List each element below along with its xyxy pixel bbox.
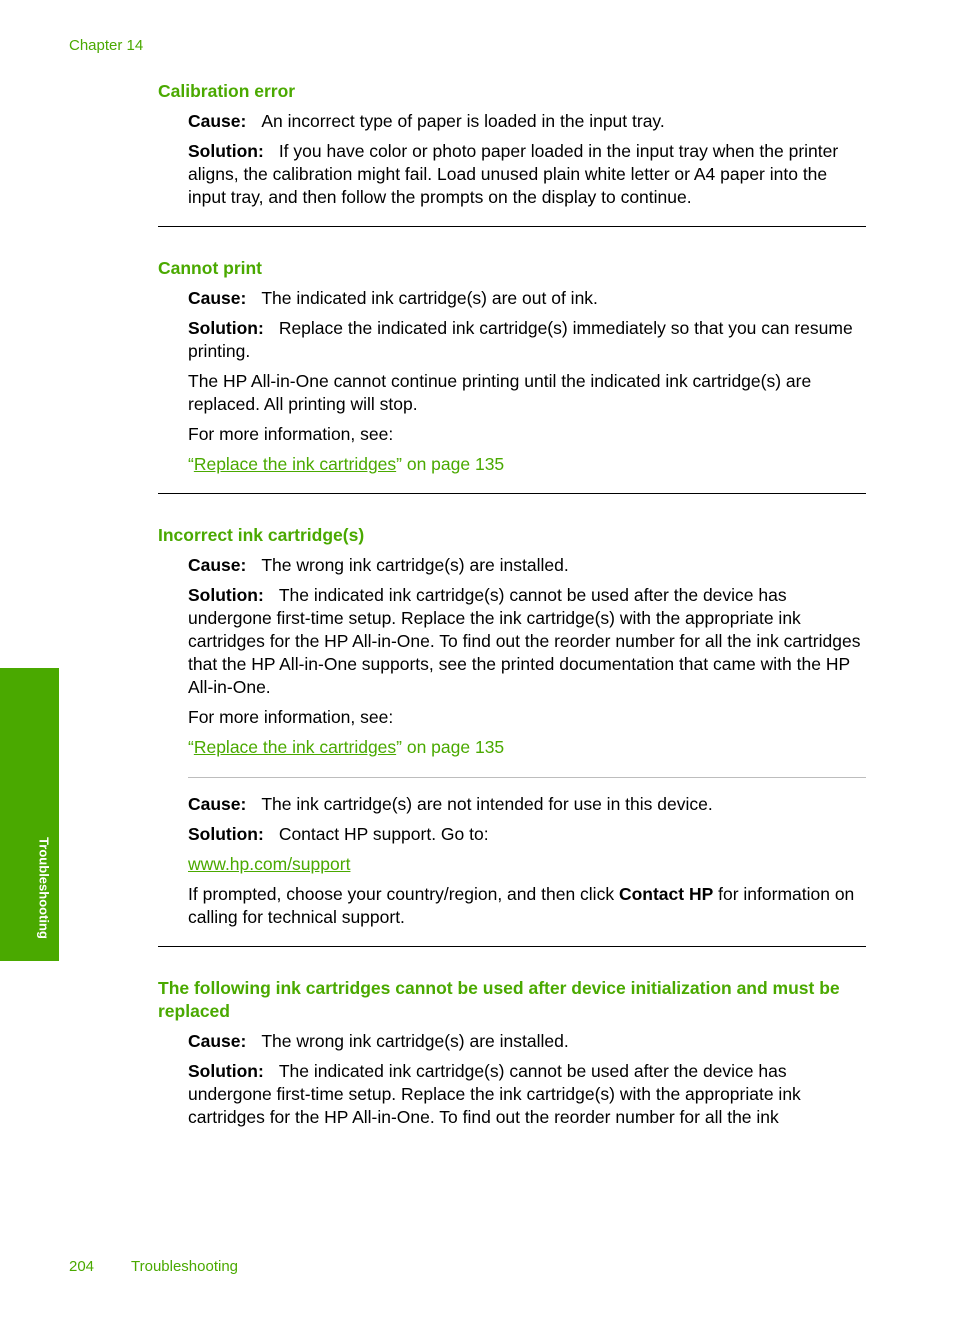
prompt-text-after: for information on calling for technical support. <box>188 884 855 927</box>
cause-text: An incorrect type of paper is loaded in the input tray. <box>261 111 665 131</box>
solution-paragraph <box>188 584 866 699</box>
cause-text: The indicated ink cartridge(s) are out of ink. <box>261 288 598 308</box>
footer-title: Troubleshooting <box>131 1258 239 1275</box>
section-title-calibration-error: Calibration error <box>158 81 296 101</box>
solution-label: Solution: <box>188 1061 264 1081</box>
solution-label: Solution: <box>188 318 264 338</box>
solution-text: Contact HP support. Go to: <box>278 824 489 844</box>
page-content <box>158 80 866 1136</box>
solution-paragraph <box>188 823 866 846</box>
section-divider <box>158 493 866 494</box>
cause-text: The wrong ink cartridge(s) are installed. <box>261 1031 569 1051</box>
solution-label: Solution: <box>188 585 264 605</box>
solution-label: Solution: <box>188 824 264 844</box>
more-info-text: For more information, see: <box>188 424 394 444</box>
cause-label: Cause: <box>188 555 247 575</box>
cause-label: Cause: <box>188 794 247 814</box>
page-reference: ” on page 135 <box>396 737 505 757</box>
contact-hp-emphasis: Contact HP <box>618 884 714 904</box>
cause-label: Cause: <box>188 1031 247 1051</box>
subsection-divider <box>188 777 866 778</box>
chapter-header: Chapter 14 <box>69 37 144 54</box>
link-open-quote: “ <box>188 737 194 757</box>
cross-reference <box>188 453 866 476</box>
cause-paragraph <box>188 793 866 816</box>
support-link-line <box>188 853 866 876</box>
solution-paragraph <box>188 140 866 209</box>
solution-text: If you have color or photo paper loaded in the input tray when the printer aligns, the calibration might fail. Load unused plain white letter or A4 paper into the input tray, and then follow the prompts on the display to continue. <box>188 141 839 207</box>
replace-ink-cartridges-link[interactable]: Replace the ink cartridges <box>193 454 397 474</box>
cause-label: Cause: <box>188 288 247 308</box>
link-open-quote: “ <box>188 454 194 474</box>
body-paragraph: The HP All-in-One cannot continue printing until the indicated ink cartridge(s) are replaced. All printing will stop. <box>188 371 812 414</box>
replace-ink-cartridges-link[interactable]: Replace the ink cartridges <box>193 737 397 757</box>
more-info-text: For more information, see: <box>188 707 394 727</box>
cause-text: The wrong ink cartridge(s) are installed. <box>261 555 569 575</box>
solution-text: Replace the indicated ink cartridge(s) immediately so that you can resume printing. <box>188 318 853 361</box>
cross-reference <box>188 736 866 759</box>
side-tab-label: Troubleshooting <box>36 837 52 939</box>
page-reference: ” on page 135 <box>396 454 505 474</box>
solution-paragraph <box>188 317 866 363</box>
section-divider <box>158 226 866 227</box>
cause-paragraph <box>188 554 866 577</box>
solution-text: The indicated ink cartridge(s) cannot be used after the device has undergone first-time setup. Replace the ink cartridge(s) with the appropriate ink cartridges for the HP All-in-One. To find out the reorder number for all the ink <box>188 1061 801 1127</box>
cause-paragraph <box>188 287 866 310</box>
cause-text: The ink cartridge(s) are not intended for use in this device. <box>261 794 713 814</box>
solution-label: Solution: <box>188 141 264 161</box>
section-divider <box>158 946 866 947</box>
cause-label: Cause: <box>188 111 247 131</box>
section-title-following-ink-cartridges: The following ink cartridges cannot be used after device initialization and must be replaced <box>158 978 840 1021</box>
cause-paragraph <box>188 1030 866 1053</box>
prompt-text-before: If prompted, choose your country/region, and then click <box>188 884 619 904</box>
hp-support-link[interactable]: www.hp.com/support <box>188 854 351 874</box>
solution-text: The indicated ink cartridge(s) cannot be used after the device has undergone first-time setup. Replace the ink cartridge(s) with the appropriate ink cartridges for the HP All-in-One. To find out the reorder number for all the ink cartridges that the HP All-in-One supports, see the printed documentation that came with the HP All-in-One. <box>188 585 861 697</box>
section-title-cannot-print: Cannot print <box>158 258 263 278</box>
cause-paragraph <box>188 110 866 133</box>
solution-paragraph <box>188 1060 866 1129</box>
section-title-incorrect-ink-cartridges: Incorrect ink cartridge(s) <box>158 525 365 545</box>
page-number: 204 <box>69 1258 95 1275</box>
contact-instructions <box>188 883 866 929</box>
